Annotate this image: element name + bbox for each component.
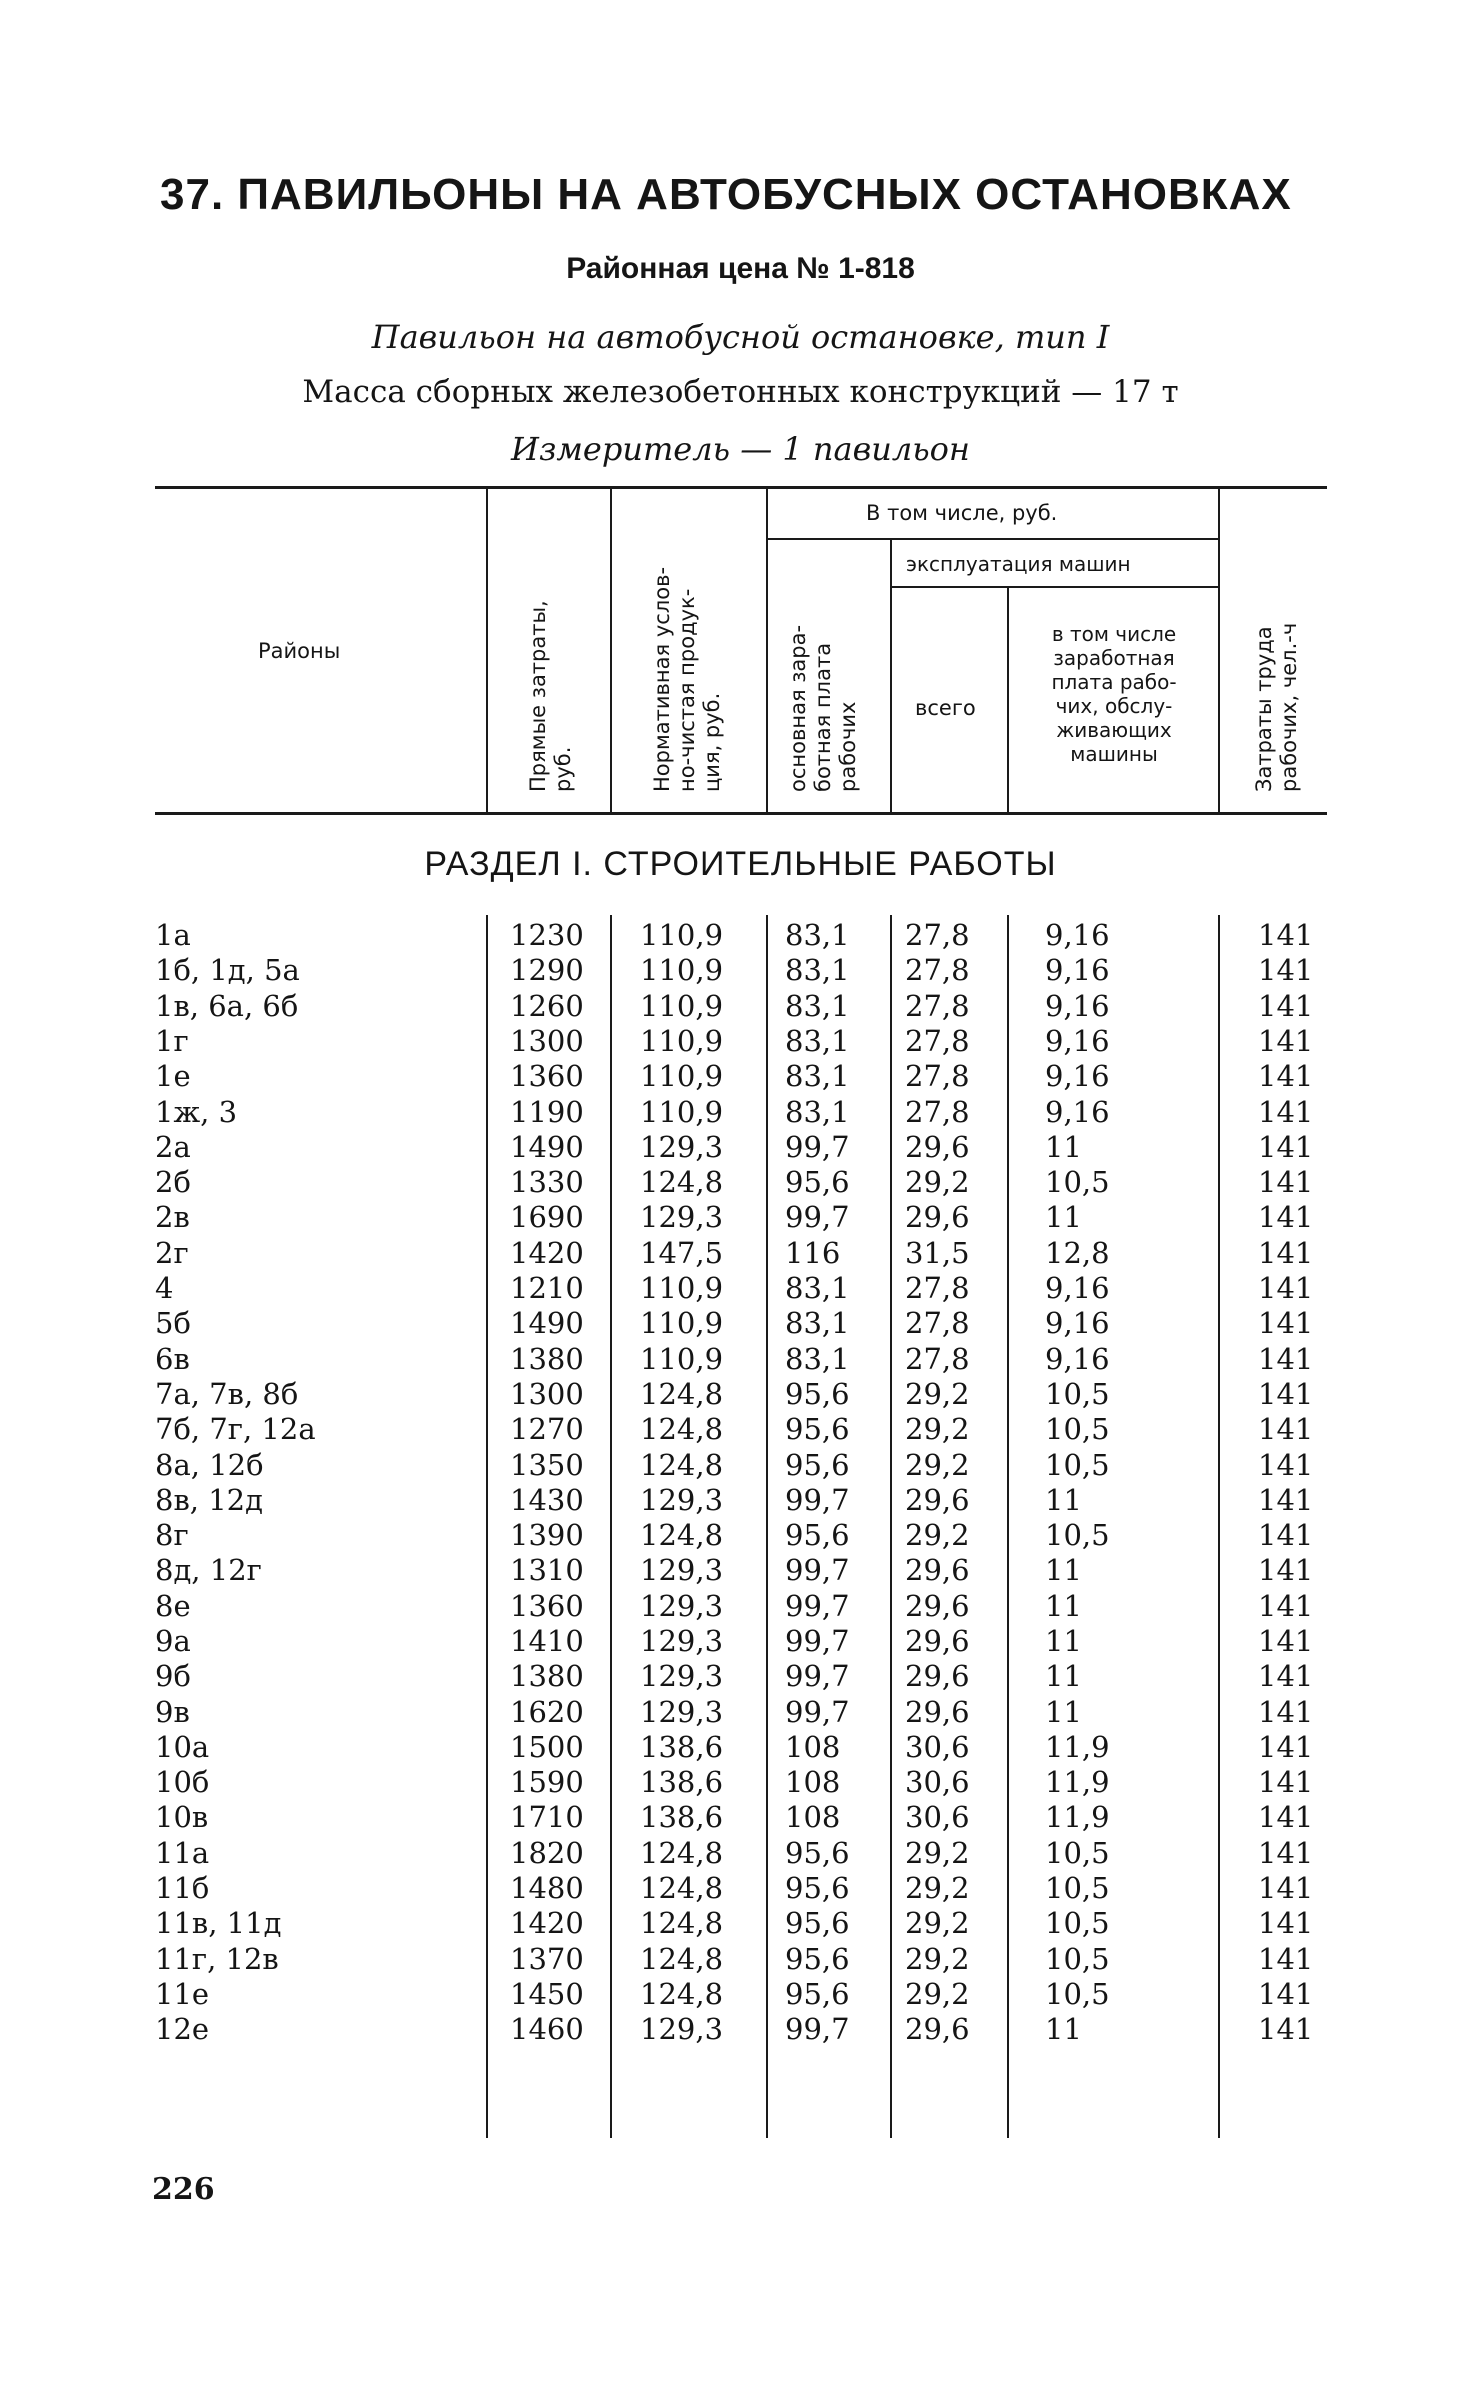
cell-machine-total: 27,8 xyxy=(905,1342,970,1376)
cell-machine-total: 29,6 xyxy=(905,1695,970,1729)
cell-machine-wage: 11 xyxy=(1045,2012,1082,2046)
cell-direct-costs: 1820 xyxy=(510,1836,584,1870)
cell-normative: 110,9 xyxy=(640,1306,724,1340)
cell-normative: 129,3 xyxy=(640,2012,724,2046)
cell-machine-total: 29,2 xyxy=(905,1377,970,1411)
cell-labor: 141 xyxy=(1258,1024,1314,1058)
cell-region: 11е xyxy=(155,1977,210,2011)
cell-direct-costs: 1500 xyxy=(510,1730,584,1764)
cell-direct-costs: 1620 xyxy=(510,1695,584,1729)
cell-direct-costs: 1430 xyxy=(510,1483,584,1517)
cell-machine-wage: 11 xyxy=(1045,1200,1082,1234)
table-row xyxy=(0,1906,1481,1941)
cell-labor: 141 xyxy=(1258,1200,1314,1234)
cell-machine-total: 27,8 xyxy=(905,1271,970,1305)
cell-machine-total: 30,6 xyxy=(905,1765,970,1799)
cell-machine-total: 29,6 xyxy=(905,1200,970,1234)
district-price: Районная цена № 1-818 xyxy=(566,252,915,285)
cell-direct-costs: 1450 xyxy=(510,1977,584,2011)
table-row xyxy=(0,1695,1481,1730)
cell-machine-total: 27,8 xyxy=(905,918,970,952)
cell-base-wage: 83,1 xyxy=(785,918,850,952)
cell-normative: 129,3 xyxy=(640,1589,724,1623)
cell-machine-total: 27,8 xyxy=(905,989,970,1023)
cell-region: 8а, 12б xyxy=(155,1448,264,1482)
cell-direct-costs: 1210 xyxy=(510,1271,584,1305)
cell-machine-total: 30,6 xyxy=(905,1800,970,1834)
item-subtitle: Павильон на автобусной остановке, тип I xyxy=(371,318,1110,356)
cell-labor: 141 xyxy=(1258,1342,1314,1376)
cell-machine-total: 29,2 xyxy=(905,1906,970,1940)
cell-direct-costs: 1490 xyxy=(510,1130,584,1164)
cell-direct-costs: 1290 xyxy=(510,953,584,987)
cell-region: 8е xyxy=(155,1589,191,1623)
cell-normative: 124,8 xyxy=(640,1412,724,1446)
header-base-wage-line3: рабочих xyxy=(836,701,860,792)
cell-labor: 141 xyxy=(1258,1412,1314,1446)
table-row xyxy=(0,1342,1481,1377)
header-labor-line1: Затраты труда xyxy=(1252,626,1276,792)
table-row xyxy=(0,1659,1481,1694)
header-vline-4 xyxy=(890,540,892,812)
cell-direct-costs: 1420 xyxy=(510,1906,584,1940)
cell-machine-wage: 10,5 xyxy=(1045,1942,1110,1976)
cell-machine-wage: 9,16 xyxy=(1045,1095,1110,1129)
cell-base-wage: 108 xyxy=(785,1730,841,1764)
cell-region: 2в xyxy=(155,1200,190,1234)
cell-region: 10в xyxy=(155,1800,209,1834)
cell-machine-wage: 10,5 xyxy=(1045,1165,1110,1199)
cell-machine-wage: 11 xyxy=(1045,1659,1082,1693)
cell-machine-wage: 11 xyxy=(1045,1589,1082,1623)
cell-labor: 141 xyxy=(1258,1695,1314,1729)
cell-normative: 129,3 xyxy=(640,1200,724,1234)
cell-normative: 129,3 xyxy=(640,1483,724,1517)
header-vline-2 xyxy=(610,489,612,812)
cell-machine-wage: 9,16 xyxy=(1045,989,1110,1023)
cell-base-wage: 83,1 xyxy=(785,1024,850,1058)
cell-region: 1г xyxy=(155,1024,189,1058)
cell-labor: 141 xyxy=(1258,1306,1314,1340)
cell-normative: 138,6 xyxy=(640,1800,724,1834)
cell-machine-wage: 9,16 xyxy=(1045,1342,1110,1376)
header-direct-costs-line2: руб. xyxy=(551,746,575,792)
cell-normative: 110,9 xyxy=(640,989,724,1023)
cell-labor: 141 xyxy=(1258,1624,1314,1658)
cell-machine-total: 29,6 xyxy=(905,1624,970,1658)
header-vline-6 xyxy=(1218,489,1220,812)
cell-base-wage: 95,6 xyxy=(785,1906,850,1940)
cell-labor: 141 xyxy=(1258,989,1314,1023)
cell-labor: 141 xyxy=(1258,1271,1314,1305)
cell-region: 1е xyxy=(155,1059,191,1093)
cell-machine-wage: 11 xyxy=(1045,1695,1082,1729)
cell-normative: 110,9 xyxy=(640,1024,724,1058)
cell-base-wage: 95,6 xyxy=(785,1165,850,1199)
cell-base-wage: 99,7 xyxy=(785,1589,850,1623)
cell-direct-costs: 1460 xyxy=(510,2012,584,2046)
table-row xyxy=(0,1412,1481,1447)
cell-base-wage: 99,7 xyxy=(785,2012,850,2046)
header-incl-wage-line1: в том числе xyxy=(1051,622,1177,646)
cell-direct-costs: 1480 xyxy=(510,1871,584,1905)
cell-base-wage: 95,6 xyxy=(785,1942,850,1976)
header-incl-wage-line4: чих, обслу- xyxy=(1055,694,1173,718)
cell-labor: 141 xyxy=(1258,918,1314,952)
cell-region: 11г, 12в xyxy=(155,1942,279,1976)
cell-direct-costs: 1330 xyxy=(510,1165,584,1199)
cell-region: 9б xyxy=(155,1659,191,1693)
header-labor-line2: рабочих, чел.-ч xyxy=(1277,622,1301,792)
cell-base-wage: 108 xyxy=(785,1800,841,1834)
cell-region: 12е xyxy=(155,2012,210,2046)
cell-labor: 141 xyxy=(1258,1553,1314,1587)
cell-region: 2а xyxy=(155,1130,191,1164)
cell-direct-costs: 1690 xyxy=(510,1200,584,1234)
cell-direct-costs: 1190 xyxy=(510,1095,584,1129)
cell-region: 4 xyxy=(155,1271,174,1305)
cell-region: 8д, 12г xyxy=(155,1553,262,1587)
table-row xyxy=(0,1977,1481,2012)
cell-direct-costs: 1710 xyxy=(510,1800,584,1834)
cell-labor: 141 xyxy=(1258,1483,1314,1517)
header-regions: Районы xyxy=(258,639,341,663)
header-base-wage-line1: основная зара- xyxy=(786,624,810,792)
cell-direct-costs: 1410 xyxy=(510,1624,584,1658)
cell-region: 2б xyxy=(155,1165,191,1199)
header-hline-including xyxy=(768,538,1218,540)
cell-machine-total: 29,6 xyxy=(905,1589,970,1623)
cell-normative: 124,8 xyxy=(640,1871,724,1905)
header-including: В том числе, руб. xyxy=(866,501,1058,525)
cell-direct-costs: 1270 xyxy=(510,1412,584,1446)
cell-base-wage: 99,7 xyxy=(785,1200,850,1234)
header-incl-wage-line5: живающих xyxy=(1056,718,1172,742)
cell-machine-wage: 9,16 xyxy=(1045,1059,1110,1093)
table-row xyxy=(0,1448,1481,1483)
cell-region: 2г xyxy=(155,1236,189,1270)
cell-machine-wage: 9,16 xyxy=(1045,1271,1110,1305)
cell-normative: 110,9 xyxy=(640,1095,724,1129)
cell-normative: 129,3 xyxy=(640,1659,724,1693)
cell-machine-total: 30,6 xyxy=(905,1730,970,1764)
cell-direct-costs: 1310 xyxy=(510,1553,584,1587)
table-row xyxy=(0,1518,1481,1553)
cell-base-wage: 83,1 xyxy=(785,1306,850,1340)
header-normative-line3: ция, руб. xyxy=(700,692,724,792)
cell-base-wage: 99,7 xyxy=(785,1695,850,1729)
cell-labor: 141 xyxy=(1258,1589,1314,1623)
cell-normative: 124,8 xyxy=(640,1942,724,1976)
cell-direct-costs: 1300 xyxy=(510,1024,584,1058)
cell-region: 7а, 7в, 8б xyxy=(155,1377,299,1411)
cell-machine-total: 27,8 xyxy=(905,953,970,987)
cell-normative: 147,5 xyxy=(640,1236,724,1270)
cell-labor: 141 xyxy=(1258,1800,1314,1834)
table-row xyxy=(0,1377,1481,1412)
cell-machine-wage: 11 xyxy=(1045,1624,1082,1658)
header-direct-costs-line1: Прямые затраты, xyxy=(526,600,550,792)
cell-machine-total: 29,2 xyxy=(905,1836,970,1870)
table-row xyxy=(0,1624,1481,1659)
cell-labor: 141 xyxy=(1258,1836,1314,1870)
cell-direct-costs: 1370 xyxy=(510,1942,584,1976)
cell-base-wage: 99,7 xyxy=(785,1624,850,1658)
cell-base-wage: 95,6 xyxy=(785,1871,850,1905)
cell-machine-total: 29,6 xyxy=(905,1130,970,1164)
header-total: всего xyxy=(915,696,976,720)
cell-machine-wage: 10,5 xyxy=(1045,1977,1110,2011)
table-row xyxy=(0,1059,1481,1094)
cell-machine-wage: 9,16 xyxy=(1045,918,1110,952)
cell-machine-wage: 11 xyxy=(1045,1553,1082,1587)
cell-labor: 141 xyxy=(1258,1236,1314,1270)
table-row xyxy=(0,1553,1481,1588)
cell-machine-wage: 10,5 xyxy=(1045,1906,1110,1940)
cell-machine-total: 29,6 xyxy=(905,1553,970,1587)
cell-labor: 141 xyxy=(1258,1059,1314,1093)
cell-machine-wage: 10,5 xyxy=(1045,1871,1110,1905)
cell-region: 7б, 7г, 12а xyxy=(155,1412,316,1446)
cell-labor: 141 xyxy=(1258,1871,1314,1905)
header-machine-ops: эксплуатация машин xyxy=(906,552,1131,576)
table-row xyxy=(0,1483,1481,1518)
cell-normative: 138,6 xyxy=(640,1765,724,1799)
cell-direct-costs: 1230 xyxy=(510,918,584,952)
cell-region: 8в, 12д xyxy=(155,1483,263,1517)
cell-machine-wage: 11 xyxy=(1045,1483,1082,1517)
cell-base-wage: 99,7 xyxy=(785,1483,850,1517)
cell-machine-wage: 11 xyxy=(1045,1130,1082,1164)
cell-base-wage: 108 xyxy=(785,1765,841,1799)
cell-labor: 141 xyxy=(1258,953,1314,987)
cell-region: 9а xyxy=(155,1624,191,1658)
cell-machine-wage: 12,8 xyxy=(1045,1236,1110,1270)
cell-machine-total: 29,6 xyxy=(905,1483,970,1517)
cell-machine-total: 29,2 xyxy=(905,1871,970,1905)
table-row xyxy=(0,1306,1481,1341)
cell-region: 11б xyxy=(155,1871,210,1905)
cell-machine-wage: 10,5 xyxy=(1045,1377,1110,1411)
cell-normative: 124,8 xyxy=(640,1977,724,2011)
cell-machine-wage: 11,9 xyxy=(1045,1800,1110,1834)
cell-region: 6в xyxy=(155,1342,190,1376)
cell-region: 11а xyxy=(155,1836,210,1870)
table-row xyxy=(0,1271,1481,1306)
cell-region: 1ж, 3 xyxy=(155,1095,238,1129)
cell-machine-wage: 10,5 xyxy=(1045,1412,1110,1446)
cell-normative: 110,9 xyxy=(640,1271,724,1305)
page-number: 226 xyxy=(152,2172,215,2207)
cell-normative: 124,8 xyxy=(640,1518,724,1552)
header-normative-line1: Нормативная услов- xyxy=(650,566,674,792)
cell-normative: 138,6 xyxy=(640,1730,724,1764)
cell-labor: 141 xyxy=(1258,1977,1314,2011)
cell-machine-total: 29,2 xyxy=(905,1165,970,1199)
header-base-wage-line2: ботная плата xyxy=(811,642,835,792)
cell-machine-wage: 10,5 xyxy=(1045,1518,1110,1552)
cell-region: 10б xyxy=(155,1765,210,1799)
cell-machine-wage: 9,16 xyxy=(1045,953,1110,987)
cell-region: 8г xyxy=(155,1518,189,1552)
cell-machine-wage: 11,9 xyxy=(1045,1730,1110,1764)
cell-direct-costs: 1420 xyxy=(510,1236,584,1270)
unit-meter: Измеритель — 1 павильон xyxy=(511,430,970,468)
construction-mass: Массa сборных железобетонных конструкций — 17 т xyxy=(302,374,1179,410)
cell-region: 1в, 6а, 6б xyxy=(155,989,299,1023)
cell-machine-total: 29,2 xyxy=(905,1448,970,1482)
cell-direct-costs: 1360 xyxy=(510,1589,584,1623)
table-row xyxy=(0,1871,1481,1906)
table-row xyxy=(0,1800,1481,1835)
table-row xyxy=(0,1765,1481,1800)
cell-base-wage: 95,6 xyxy=(785,1977,850,2011)
cell-machine-total: 31,5 xyxy=(905,1236,970,1270)
header-vline-5 xyxy=(1007,588,1009,812)
cell-labor: 141 xyxy=(1258,1448,1314,1482)
cell-region: 5б xyxy=(155,1306,191,1340)
table-row xyxy=(0,1095,1481,1130)
cell-labor: 141 xyxy=(1258,1095,1314,1129)
cell-labor: 141 xyxy=(1258,1765,1314,1799)
table-row xyxy=(0,1836,1481,1871)
cell-machine-total: 29,6 xyxy=(905,1659,970,1693)
cell-machine-total: 27,8 xyxy=(905,1095,970,1129)
header-hline-machines xyxy=(892,586,1218,588)
cell-machine-total: 27,8 xyxy=(905,1306,970,1340)
cell-base-wage: 83,1 xyxy=(785,1271,850,1305)
cell-direct-costs: 1490 xyxy=(510,1306,584,1340)
cell-normative: 124,8 xyxy=(640,1906,724,1940)
cell-normative: 124,8 xyxy=(640,1165,724,1199)
cell-machine-wage: 9,16 xyxy=(1045,1024,1110,1058)
cell-region: 1а xyxy=(155,918,191,952)
header-incl-wage-line3: плата рабо- xyxy=(1051,670,1177,694)
header-incl-wage xyxy=(1016,622,1212,766)
cell-base-wage: 99,7 xyxy=(785,1130,850,1164)
cell-machine-total: 27,8 xyxy=(905,1024,970,1058)
cell-machine-total: 29,2 xyxy=(905,1977,970,2011)
cell-base-wage: 83,1 xyxy=(785,1095,850,1129)
cell-machine-total: 29,2 xyxy=(905,1942,970,1976)
cell-machine-total: 29,2 xyxy=(905,1412,970,1446)
cell-labor: 141 xyxy=(1258,1906,1314,1940)
table-row xyxy=(0,1236,1481,1271)
cell-region: 1б, 1д, 5а xyxy=(155,953,300,987)
cell-base-wage: 83,1 xyxy=(785,1342,850,1376)
cell-direct-costs: 1380 xyxy=(510,1659,584,1693)
table-row xyxy=(0,1130,1481,1165)
table-row xyxy=(0,1589,1481,1624)
cell-labor: 141 xyxy=(1258,1377,1314,1411)
cell-labor: 141 xyxy=(1258,1130,1314,1164)
cell-machine-wage: 9,16 xyxy=(1045,1306,1110,1340)
cell-normative: 110,9 xyxy=(640,918,724,952)
cell-direct-costs: 1390 xyxy=(510,1518,584,1552)
cell-normative: 124,8 xyxy=(640,1836,724,1870)
header-incl-wage-line6: машины xyxy=(1070,742,1158,766)
cell-machine-wage: 11,9 xyxy=(1045,1765,1110,1799)
table-row xyxy=(0,989,1481,1024)
cell-normative: 129,3 xyxy=(640,1130,724,1164)
cell-normative: 110,9 xyxy=(640,953,724,987)
cell-base-wage: 83,1 xyxy=(785,1059,850,1093)
header-normative-line2: но-чистая продук- xyxy=(675,588,699,792)
cell-machine-total: 29,6 xyxy=(905,2012,970,2046)
cell-normative: 129,3 xyxy=(640,1553,724,1587)
cell-normative: 110,9 xyxy=(640,1342,724,1376)
cell-base-wage: 95,6 xyxy=(785,1377,850,1411)
cell-base-wage: 116 xyxy=(785,1236,841,1270)
table-row xyxy=(0,1200,1481,1235)
cell-labor: 141 xyxy=(1258,1518,1314,1552)
cell-direct-costs: 1260 xyxy=(510,989,584,1023)
table-row xyxy=(0,2012,1481,2047)
header-top-rule xyxy=(155,486,1327,489)
cell-region: 11в, 11д xyxy=(155,1906,282,1940)
cell-region: 10а xyxy=(155,1730,210,1764)
header-vline-1 xyxy=(486,489,488,812)
cell-normative: 124,8 xyxy=(640,1377,724,1411)
cell-machine-wage: 10,5 xyxy=(1045,1448,1110,1482)
cell-normative: 110,9 xyxy=(640,1059,724,1093)
cell-direct-costs: 1590 xyxy=(510,1765,584,1799)
cell-labor: 141 xyxy=(1258,1165,1314,1199)
section-title: РАЗДЕЛ I. СТРОИТЕЛЬНЫЕ РАБОТЫ xyxy=(424,845,1057,883)
header-bottom-rule xyxy=(155,812,1327,815)
cell-base-wage: 99,7 xyxy=(785,1553,850,1587)
cell-labor: 141 xyxy=(1258,2012,1314,2046)
cell-direct-costs: 1350 xyxy=(510,1448,584,1482)
cell-base-wage: 95,6 xyxy=(785,1836,850,1870)
table-row xyxy=(0,1165,1481,1200)
table-row xyxy=(0,1024,1481,1059)
cell-normative: 129,3 xyxy=(640,1695,724,1729)
cell-base-wage: 83,1 xyxy=(785,953,850,987)
cell-machine-total: 29,2 xyxy=(905,1518,970,1552)
table-row xyxy=(0,918,1481,953)
cell-region: 9в xyxy=(155,1695,190,1729)
cell-labor: 141 xyxy=(1258,1942,1314,1976)
cell-base-wage: 95,6 xyxy=(785,1412,850,1446)
cell-base-wage: 99,7 xyxy=(785,1659,850,1693)
cell-direct-costs: 1380 xyxy=(510,1342,584,1376)
cell-direct-costs: 1360 xyxy=(510,1059,584,1093)
cell-direct-costs: 1300 xyxy=(510,1377,584,1411)
cell-base-wage: 83,1 xyxy=(785,989,850,1023)
header-incl-wage-line2: заработная xyxy=(1053,646,1175,670)
cell-machine-total: 27,8 xyxy=(905,1059,970,1093)
cell-base-wage: 95,6 xyxy=(785,1448,850,1482)
table-row xyxy=(0,1730,1481,1765)
cell-machine-wage: 10,5 xyxy=(1045,1836,1110,1870)
cell-labor: 141 xyxy=(1258,1730,1314,1764)
cell-normative: 124,8 xyxy=(640,1448,724,1482)
cell-labor: 141 xyxy=(1258,1659,1314,1693)
cell-base-wage: 95,6 xyxy=(785,1518,850,1552)
cell-normative: 129,3 xyxy=(640,1624,724,1658)
table-row xyxy=(0,1942,1481,1977)
table-row xyxy=(0,953,1481,988)
section-heading: 37. ПАВИЛЬОНЫ НА АВТОБУСНЫХ ОСТАНОВКАХ xyxy=(160,170,1292,219)
